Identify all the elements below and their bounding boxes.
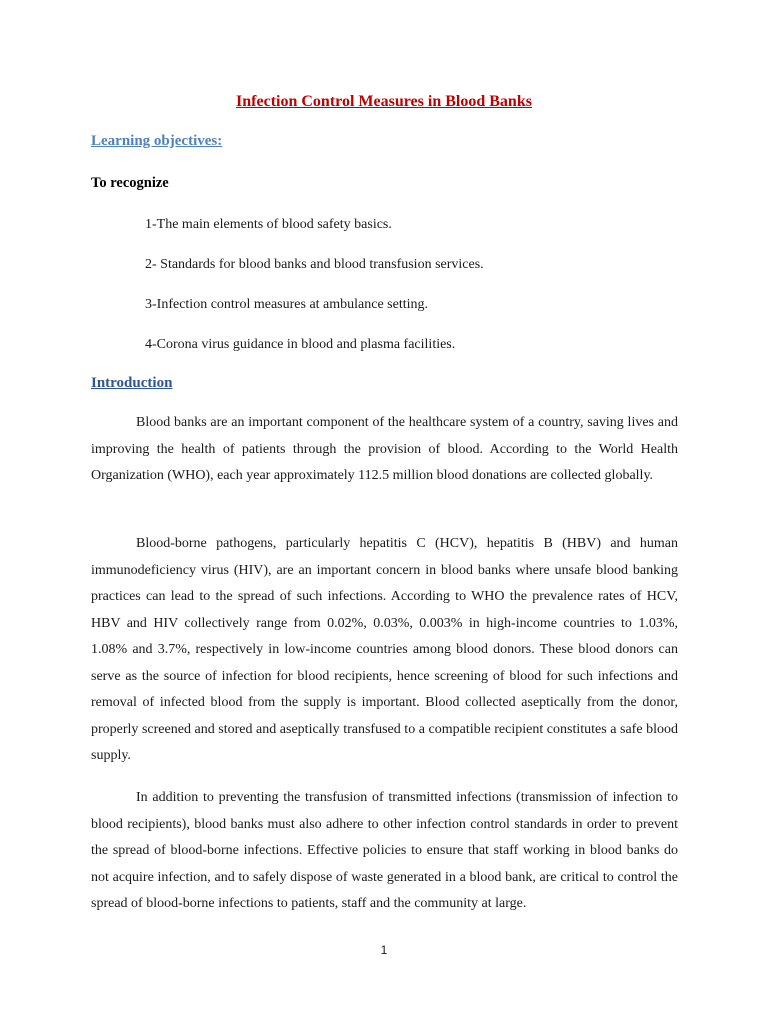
intro-paragraph-1: Blood banks are an important component of the healthcare system of a country, saving lives and improving the health of patients through the provision of blood. According to the World Health Organization (WHO), each year approximately 112.5 million blood donations are collected globally.	[91, 415, 678, 483]
document-title: Infection Control Measures in Blood Banks	[236, 93, 532, 110]
intro-paragraph-2: Blood-borne pathogens, particularly hepatitis C (HCV), hepatitis B (HBV) and human immunodeficiency virus (HIV), are an important concern in blood banks where unsafe blood banking practices can lead to the spread of such infections. According to WHO the prevalence rates of HCV, HBV and HIV collectively range from 0.02%, 0.03%, 0.003% in high-income countries to 1.03%, 1.08% and 3.7%, respectively in low-income countries among blood donors. These blood donors can serve as the source of infection for blood recipients, hence screening of blood for such infections and removal of infected blood from the supply is important. Blood collected aseptically from the donor, properly screened and stored and aseptically transfused to a compatible recipient constitutes a safe blood supply.	[91, 536, 678, 763]
introduction-heading: Introduction	[91, 375, 173, 391]
learning-objectives-heading: Learning objectives:	[91, 133, 223, 149]
page-number: 1	[380, 943, 388, 957]
to-recognize-label: To recognize	[91, 175, 169, 191]
intro-paragraph-3: In addition to preventing the transfusion of transmitted infections (transmission of infection to blood recipients), blood banks must also adhere to other infection control standards in order to prevent the spread of blood-borne infections. Effective policies to ensure that staff working in blood banks do not acquire infection, and to safely dispose of waste generated in a blood bank, are critical to control the spread of blood-borne infections to patients, staff and the community at large.	[91, 790, 678, 911]
objective-item-2: 2- Standards for blood banks and blood transfusion services.	[145, 257, 484, 272]
objective-item-4: 4-Corona virus guidance in blood and plasma facilities.	[145, 337, 456, 352]
objective-item-3: 3-Infection control measures at ambulance setting.	[145, 297, 429, 312]
objective-item-1: 1-The main elements of blood safety basics.	[145, 217, 392, 232]
